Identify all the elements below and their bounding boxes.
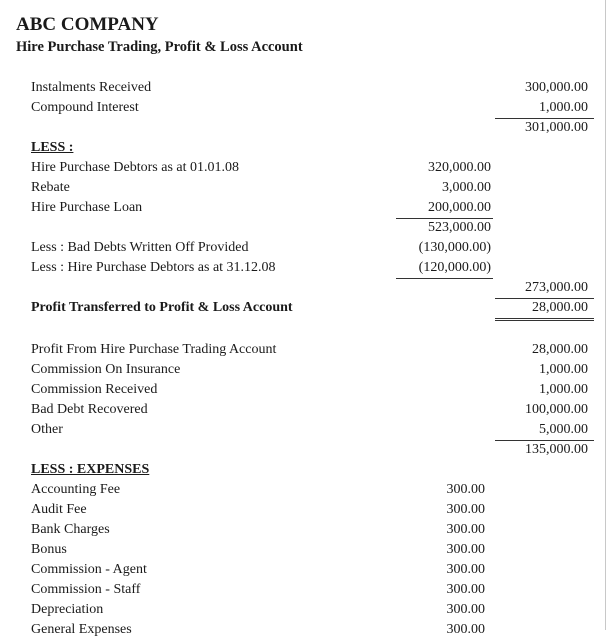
row-amount: 300.00 [446, 542, 485, 557]
row-label: Less : Bad Debts Written Off Provided [31, 240, 249, 255]
row-label: Less : Hire Purchase Debtors as at 31.12.08 [31, 260, 276, 275]
row-amount: 1,000.00 [539, 382, 588, 397]
income-total: 301,000.00 [525, 120, 588, 135]
row-amount: 300.00 [446, 502, 485, 517]
statement-title: Hire Purchase Trading, Profit & Loss Account [16, 39, 303, 55]
row-amount: 28,000.00 [532, 342, 588, 357]
row-label: Bonus [31, 542, 67, 557]
row-amount: 300.00 [446, 602, 485, 617]
row-label: Bank Charges [31, 522, 110, 537]
table-row [0, 520, 600, 540]
table-row [0, 178, 600, 198]
row-amount: 1,000.00 [495, 98, 594, 119]
row-label: Accounting Fee [31, 482, 121, 497]
row-label: Commission - Agent [31, 562, 147, 577]
table-row [0, 340, 600, 360]
expenses-heading: LESS : EXPENSES [31, 462, 150, 477]
table-row [0, 420, 600, 440]
subtotal-row [0, 278, 600, 298]
row-label: Rebate [31, 180, 70, 195]
row-amount: (130,000.00) [418, 240, 491, 255]
row-amount: 300.00 [446, 622, 485, 637]
row-amount: 300.00 [446, 562, 485, 577]
section-heading-row [0, 138, 600, 158]
table-row [0, 380, 600, 400]
company-name: ABC COMPANY [16, 14, 159, 35]
table-row [0, 500, 600, 520]
row-amount: 1,000.00 [539, 362, 588, 377]
table-row [0, 258, 600, 278]
subtotal-row [0, 218, 600, 238]
row-amount: 300.00 [446, 482, 485, 497]
row-amount: 200,000.00 [396, 198, 493, 219]
row-label: Hire Purchase Debtors as at 01.01.08 [31, 160, 240, 175]
profit-amount: 28,000.00 [495, 298, 594, 321]
row-amount: 320,000.00 [428, 160, 491, 175]
row-amount: 5,000.00 [495, 420, 594, 441]
row-label: Commission - Staff [31, 582, 141, 597]
table-row [0, 158, 600, 178]
row-label: General Expenses [31, 622, 132, 637]
row-label: Other [31, 422, 63, 437]
row-amount: 300.00 [446, 582, 485, 597]
profit-row [0, 298, 600, 318]
less-subtotal: 523,000.00 [428, 220, 491, 235]
table-row [0, 540, 600, 560]
row-label: Commission Received [31, 382, 158, 397]
table-row [0, 600, 600, 620]
row-amount: 100,000.00 [525, 402, 588, 417]
row-label: Commission On Insurance [31, 362, 181, 377]
row-amount: 300.00 [446, 522, 485, 537]
table-row [0, 98, 600, 118]
subtotal-row [0, 440, 600, 460]
row-label: Compound Interest [31, 100, 139, 115]
row-label: Bad Debt Recovered [31, 402, 148, 417]
table-row [0, 560, 600, 580]
pnl-income-total: 135,000.00 [525, 442, 588, 457]
table-row [0, 360, 600, 380]
less-heading: LESS : [31, 140, 74, 155]
row-label: Audit Fee [31, 502, 87, 517]
row-amount: 3,000.00 [442, 180, 491, 195]
row-label: Instalments Received [31, 80, 152, 95]
table-row [0, 400, 600, 420]
table-row [0, 480, 600, 500]
table-row [0, 238, 600, 258]
subtotal-row [0, 118, 600, 138]
section-heading-row [0, 460, 600, 480]
profit-label: Profit Transferred to Profit & Loss Account [31, 300, 293, 315]
row-label: Hire Purchase Loan [31, 200, 143, 215]
table-row [0, 620, 600, 640]
less-total: 273,000.00 [495, 278, 594, 299]
table-row [0, 78, 600, 98]
row-label: Depreciation [31, 602, 104, 617]
row-label: Profit From Hire Purchase Trading Account [31, 342, 277, 357]
row-amount: (120,000.00) [396, 258, 493, 279]
table-row [0, 580, 600, 600]
table-row [0, 198, 600, 218]
row-amount: 300,000.00 [525, 80, 588, 95]
